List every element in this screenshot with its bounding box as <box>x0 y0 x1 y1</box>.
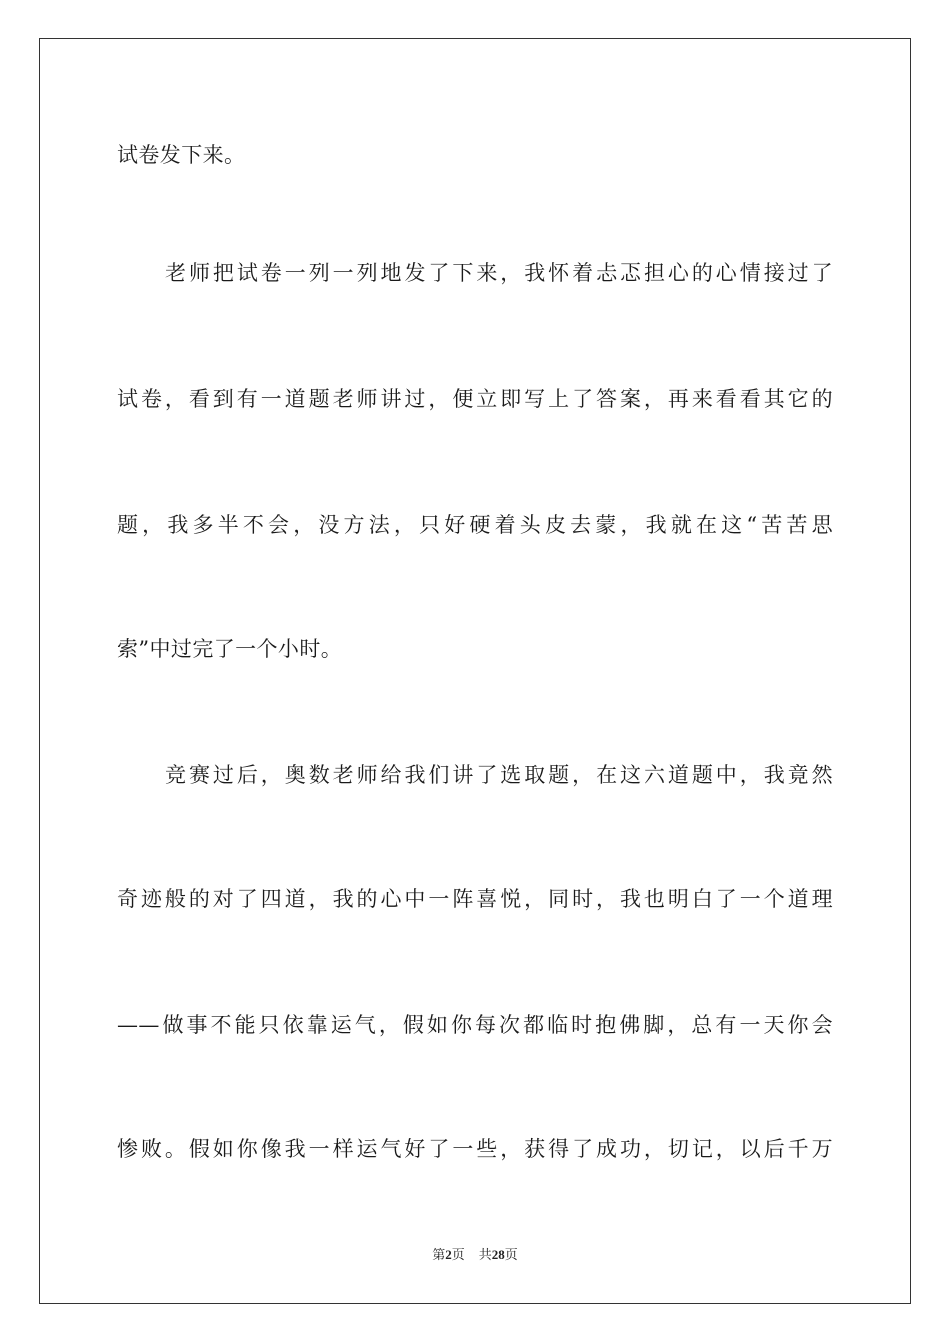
text-line-1: 试卷发下来。 <box>117 143 246 167</box>
text-line-5: 索”中过完了一个小时。 <box>117 637 343 661</box>
text-line-4: 题，我多半不会，没方法，只好硬着头皮去蒙，我就在这“苦苦思 <box>117 513 833 537</box>
current-page-number: 2 <box>445 1247 452 1262</box>
page-footer <box>0 1246 950 1265</box>
total-prefix: 共 <box>478 1248 492 1263</box>
text-line-7: 奇迹般的对了四道，我的心中一阵喜悦，同时，我也明白了一个道理 <box>117 887 833 911</box>
text-line-8: ——做事不能只依靠运气，假如你每次都临时抱佛脚，总有一天你会 <box>117 1013 833 1037</box>
total-suffix: 页 <box>504 1248 518 1263</box>
total-pages-number: 28 <box>491 1247 505 1262</box>
text-line-6: 竞赛过后，奥数老师给我们讲了选取题，在这六道题中，我竟然 <box>165 763 833 787</box>
page-suffix: 页 <box>451 1248 465 1263</box>
page-border <box>39 38 911 1304</box>
text-line-2: 老师把试卷一列一列地发了下来，我怀着忐忑担心的心情接过了 <box>165 261 833 285</box>
text-line-9: 惨败。假如你像我一样运气好了一些，获得了成功，切记，以后千万 <box>117 1137 833 1161</box>
page-prefix: 第 <box>432 1248 446 1263</box>
text-line-3: 试卷，看到有一道题老师讲过，便立即写上了答案，再来看看其它的 <box>117 387 833 411</box>
